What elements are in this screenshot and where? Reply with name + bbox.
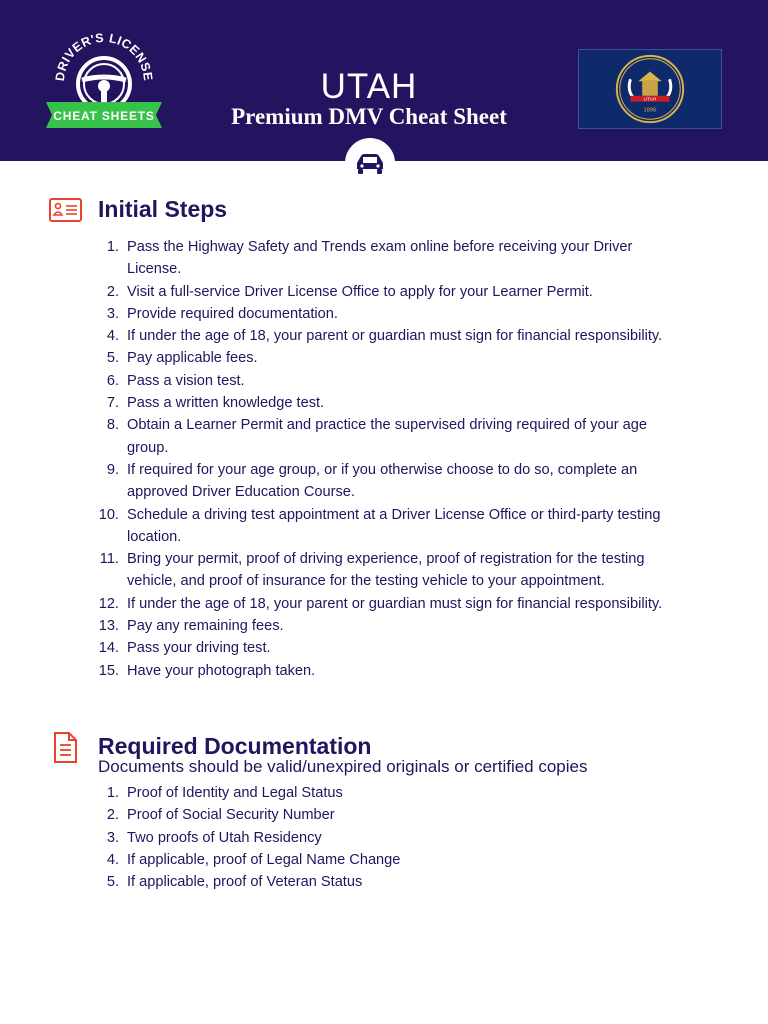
step-item bbox=[0, 504, 707, 549]
document-item-text: Proof of Identity and Legal Status bbox=[127, 785, 343, 801]
step-item-text: vehicle, and proof of insurance for the testing vehicle to your appointment. bbox=[127, 573, 605, 590]
logo-arc-text: DRIVER'S LICENSE bbox=[52, 30, 156, 82]
step-item-number: 6. bbox=[106, 372, 119, 389]
document-item-text: Proof of Social Security Number bbox=[127, 807, 335, 824]
step-item bbox=[0, 347, 707, 369]
document-item bbox=[0, 827, 707, 849]
required-documentation-list bbox=[0, 782, 707, 893]
step-item-text: approved Driver Education Course. bbox=[127, 484, 355, 501]
initial-steps-title: Initial Steps bbox=[98, 196, 228, 222]
step-item-text: License. bbox=[127, 261, 182, 278]
step-item-text: If required for your age group, or if you otherwise choose to do so, complete an bbox=[127, 461, 638, 478]
step-item-text: Bring your permit, proof of driving experience, proof of registration for the testing bbox=[127, 551, 645, 568]
step-item-number: 12. bbox=[98, 595, 119, 612]
step-item-text: Pass your driving test. bbox=[127, 640, 271, 657]
document-item-text: If applicable, proof of Legal Name Change bbox=[127, 851, 401, 868]
document-item bbox=[0, 849, 707, 871]
utah-flag bbox=[578, 49, 722, 129]
step-item bbox=[0, 392, 707, 414]
step-item-text: Obtain a Learner Permit and practice the supervised driving required of your age bbox=[127, 417, 647, 434]
step-item-number: 11. bbox=[99, 551, 119, 568]
step-item bbox=[0, 615, 707, 637]
document-item-text: Two proofs of Utah Residency bbox=[127, 829, 322, 846]
step-item-number: 15. bbox=[98, 662, 119, 679]
step-item-text: Pay any remaining fees. bbox=[127, 618, 284, 635]
required-documentation-subtitle: Documents should be valid/unexpired originals or certified copies bbox=[98, 757, 588, 776]
step-item-text: location. bbox=[127, 528, 182, 545]
step-item-number: 3. bbox=[106, 305, 119, 322]
step-item-number: 13. bbox=[98, 618, 119, 635]
step-item-text: If under the age of 18, your parent or guardian must sign for financial responsibility. bbox=[127, 595, 663, 612]
document-item-number: 2. bbox=[106, 807, 119, 824]
document-icon bbox=[53, 731, 78, 764]
step-item bbox=[0, 548, 707, 593]
initial-steps-list bbox=[0, 236, 707, 682]
header-banner bbox=[0, 0, 768, 161]
step-item-number: 10. bbox=[98, 506, 119, 523]
step-item-text: Have your photograph taken. bbox=[127, 662, 316, 679]
flag-seal-year: 1896 bbox=[643, 107, 657, 114]
document-item bbox=[0, 782, 707, 804]
car-icon bbox=[345, 138, 395, 188]
required-documentation-title: Required Documentation bbox=[98, 733, 372, 759]
document-item-number: 1. bbox=[106, 785, 119, 801]
step-item-text: Provide required documentation. bbox=[127, 305, 338, 322]
step-item-number: 4. bbox=[106, 328, 119, 345]
step-item bbox=[0, 459, 707, 504]
document-item-number: 3. bbox=[106, 829, 119, 846]
step-item bbox=[0, 660, 707, 682]
step-item bbox=[0, 414, 707, 459]
step-item-number: 7. bbox=[106, 395, 119, 412]
step-item-text: If under the age of 18, your parent or guardian must sign for financial responsibility. bbox=[127, 328, 663, 345]
step-item-text: group. bbox=[127, 439, 169, 456]
document-item-number: 5. bbox=[106, 874, 119, 891]
step-item bbox=[0, 236, 707, 281]
step-item-number: 5. bbox=[106, 350, 119, 367]
id-card-icon bbox=[49, 198, 82, 222]
step-item-number: 2. bbox=[106, 283, 119, 300]
step-item-number: 8. bbox=[106, 417, 119, 434]
page-subtitle: Premium DMV Cheat Sheet bbox=[231, 104, 507, 129]
step-item bbox=[0, 370, 707, 392]
document-item bbox=[0, 871, 707, 893]
document-item-text: If applicable, proof of Veteran Status bbox=[127, 874, 363, 891]
document-item-number: 4. bbox=[106, 851, 119, 868]
page-title: UTAH bbox=[320, 67, 418, 106]
step-item bbox=[0, 325, 707, 347]
drivers-license-cheat-sheets-logo bbox=[44, 24, 164, 130]
step-item bbox=[0, 303, 707, 325]
step-item bbox=[0, 281, 707, 303]
step-item bbox=[0, 593, 707, 615]
step-item-text: Schedule a driving test appointment at a Driver License Office or third-party testing bbox=[127, 506, 661, 523]
step-item-text: Pass a written knowledge test. bbox=[127, 395, 325, 412]
document-item bbox=[0, 804, 707, 826]
step-item-number: 14. bbox=[98, 640, 119, 657]
title-block bbox=[190, 68, 548, 129]
step-item-number: 1. bbox=[106, 239, 119, 255]
flag-seal-text: UTAH bbox=[643, 97, 657, 103]
logo-banner-text: CHEAT SHEETS bbox=[53, 109, 155, 123]
step-item-text: Pay applicable fees. bbox=[127, 350, 258, 367]
step-item-text: Pass a vision test. bbox=[127, 372, 245, 389]
step-item-text: Visit a full-service Driver License Office to apply for your Learner Permit. bbox=[127, 283, 593, 300]
step-item bbox=[0, 637, 707, 659]
step-item-text: Pass the Highway Safety and Trends exam online before receiving your Driver bbox=[127, 239, 633, 255]
step-item-number: 9. bbox=[106, 461, 119, 478]
car-badge bbox=[345, 138, 395, 188]
